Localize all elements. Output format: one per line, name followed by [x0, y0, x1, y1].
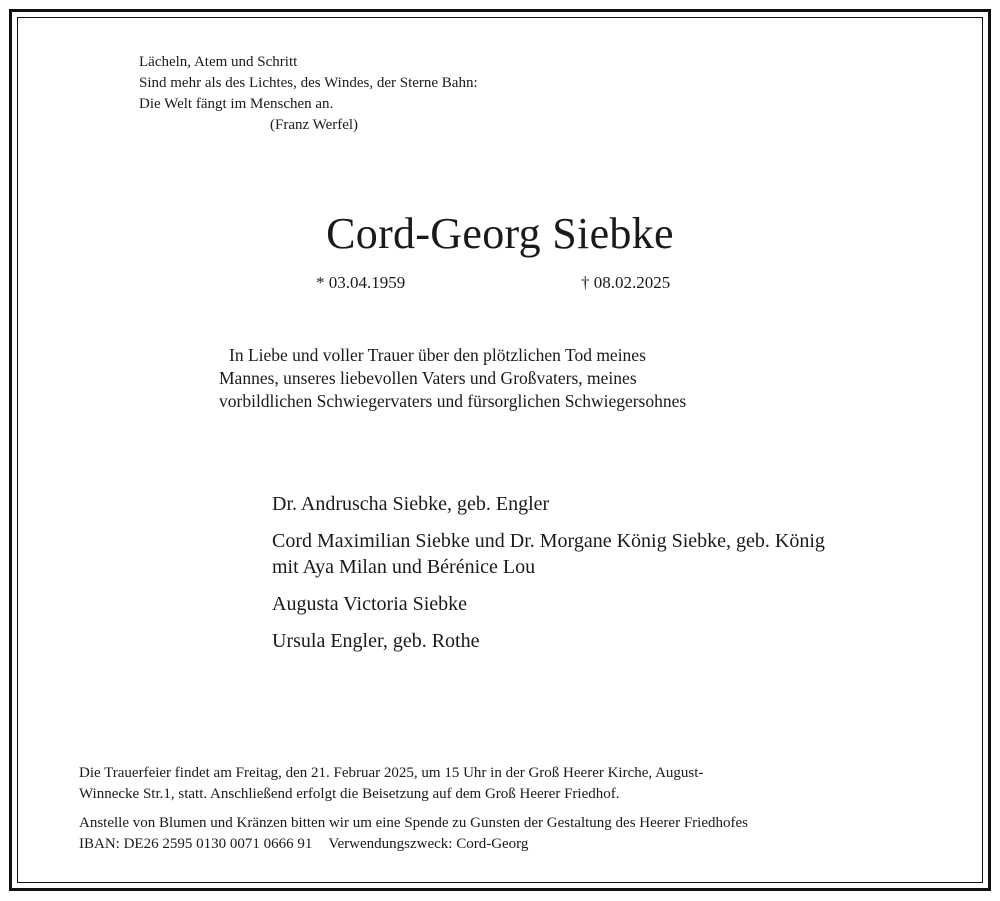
mourner-entry: [272, 491, 825, 517]
inner-border: [17, 17, 983, 883]
iban: IBAN: DE26 2595 0130 0071 0666 91: [79, 836, 313, 852]
tribute-line: vorbildlichen Schwiegervaters und fürsorglichen Schwiegersohnes: [219, 391, 687, 411]
motto-author: (Franz Werfel): [270, 117, 359, 133]
tribute-text: [219, 344, 686, 413]
mourner-name: Ursula Engler, geb. Rothe: [272, 630, 480, 652]
mourner-entry: [272, 591, 825, 617]
ceremony-line: Die Trauerfeier findet am Freitag, den 21. Februar 2025, um 15 Uhr in der Groß Heerer Kirche, August-: [79, 765, 704, 781]
ceremony-line: Winnecke Str.1, statt. Anschließend erfolgt die Beisetzung auf dem Groß Heerer Friedhof.: [79, 786, 620, 802]
mourner-name: Cord Maximilian Siebke und Dr. Morgane König Siebke, geb. König: [272, 530, 825, 552]
mourner-children: mit Aya Milan und Bérénice Lou: [272, 556, 536, 578]
motto-line: Lächeln, Atem und Schritt: [139, 54, 298, 70]
funeral-notice: [79, 763, 748, 863]
mourner-entry: [272, 628, 825, 654]
mourners-list: [272, 491, 825, 665]
mourner-name: Augusta Victoria Siebke: [272, 593, 468, 615]
bank-line: [79, 834, 748, 855]
donation-line: Anstelle von Blumen und Kränzen bitten wir um eine Spende zu Gunsten der Gestaltung des Heerer Friedhofes: [79, 815, 748, 831]
deceased-name: Cord-Georg Siebke: [326, 209, 674, 258]
death-date: † 08.02.2025: [581, 273, 671, 292]
motto-line: Die Welt fängt im Menschen an.: [139, 96, 334, 112]
motto-quote: [139, 52, 478, 136]
motto-line: Sind mehr als des Lichtes, des Windes, der Sterne Bahn:: [139, 75, 478, 91]
birth-date: * 03.04.1959: [316, 273, 406, 292]
tribute-line: In Liebe und voller Trauer über den plötzlichen Tod meines: [229, 345, 646, 365]
donation-info: [79, 813, 748, 855]
tribute-line: Mannes, unseres liebevollen Vaters und Großvaters, meines: [219, 368, 637, 388]
donation-purpose: Verwendungszweck: Cord-Georg: [328, 836, 529, 852]
mourner-name: Dr. Andruscha Siebke, geb. Engler: [272, 493, 550, 515]
mourner-entry: [272, 528, 825, 580]
ceremony-info: [79, 763, 748, 805]
